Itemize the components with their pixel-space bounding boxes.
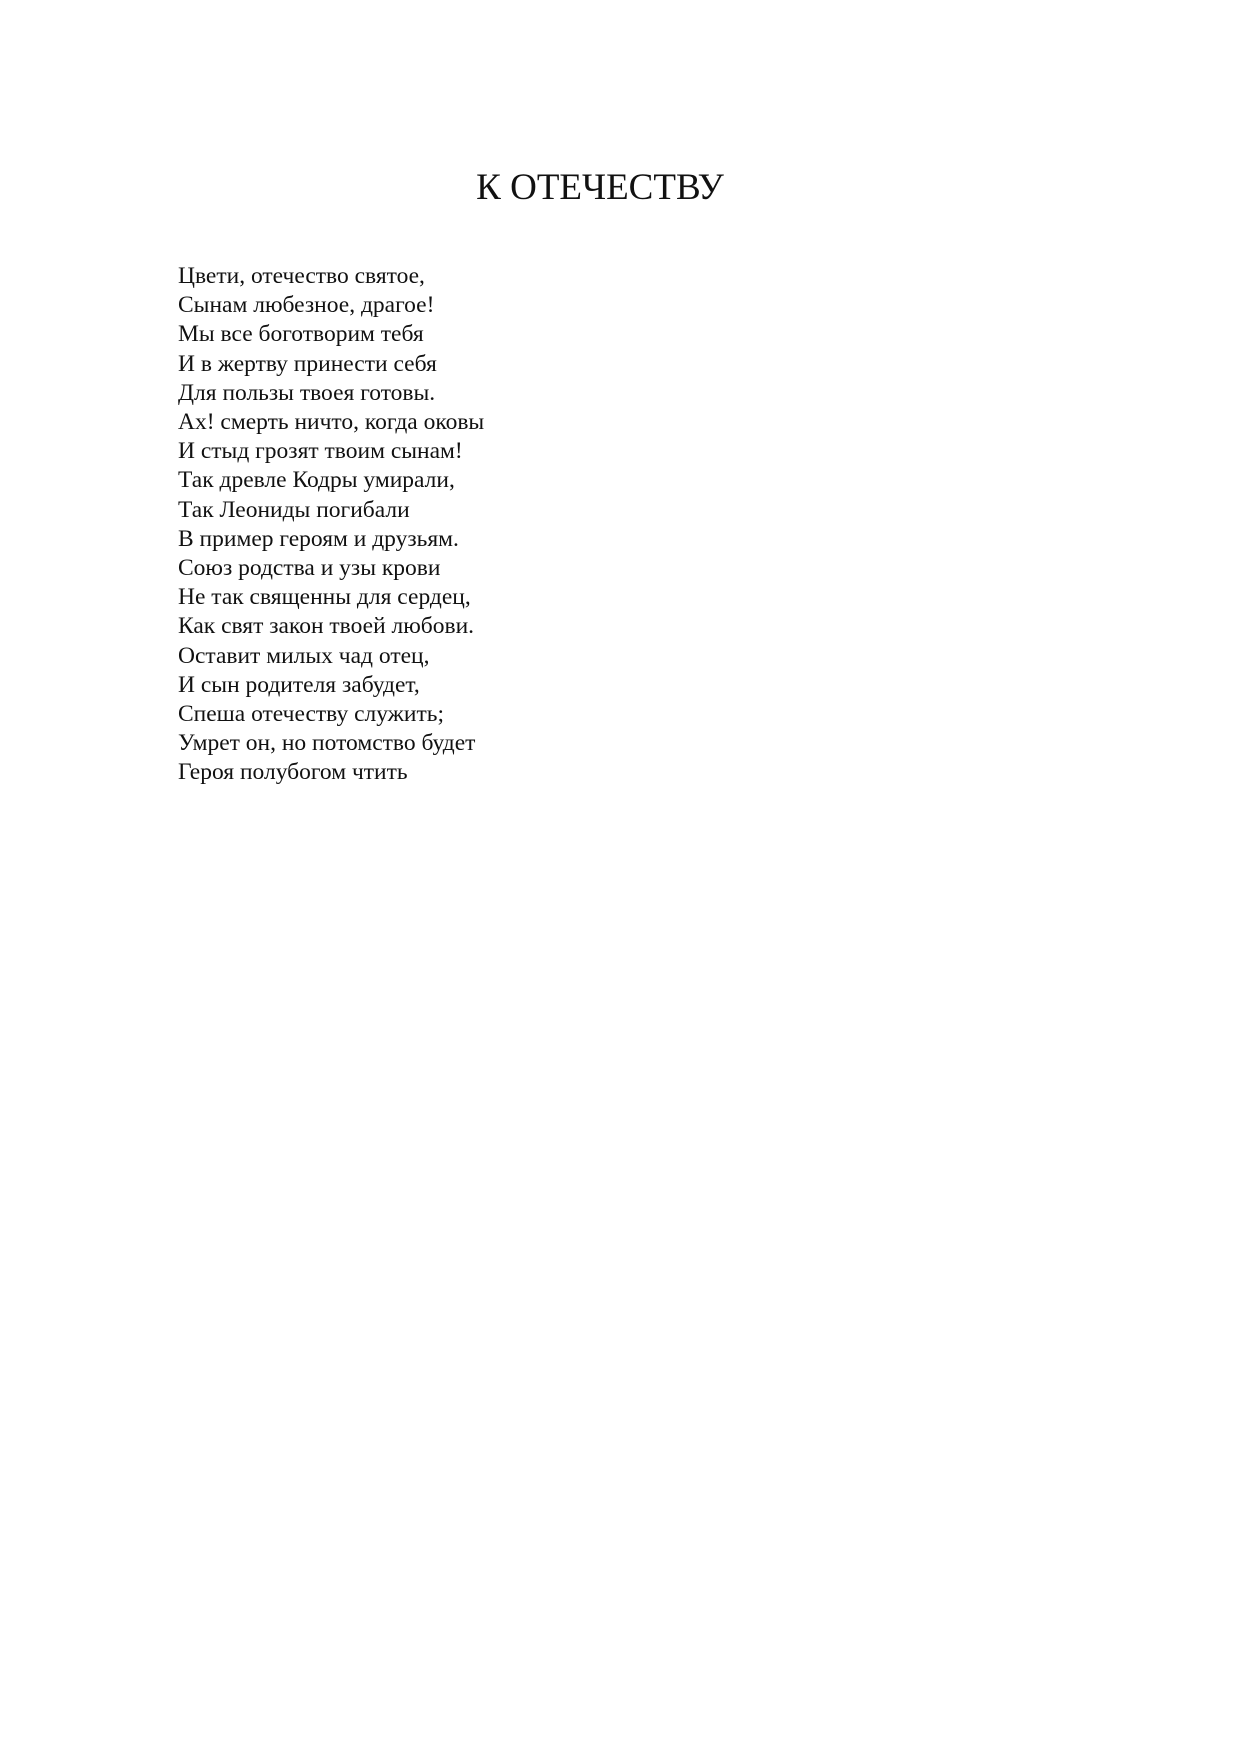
- poem-line: Мы все боготворим тебя: [178, 321, 424, 348]
- poem-line: И стыд грозят твоим сынам!: [178, 438, 463, 465]
- poem-line: Так древле Кодры умирали,: [178, 467, 455, 494]
- poem-line: Не так священны для сердец,: [178, 584, 471, 611]
- poem-line: Умрет он, но потомство будет: [178, 730, 476, 757]
- poem-body: [178, 262, 484, 788]
- poem-line: Героя полубогом чтить: [178, 759, 408, 786]
- poem-line: Так Леониды погибали: [178, 496, 410, 523]
- poem-line: И в жертву принести себя: [178, 350, 437, 377]
- poem-line: Союз родства и узы крови: [178, 555, 441, 582]
- poem-line: В пример героям и друзьям.: [178, 525, 459, 552]
- poem-line: Как свят закон твоей любови.: [178, 613, 475, 640]
- poem-line: И сын родителя забудет,: [178, 671, 420, 698]
- poem-line: Спеша отечеству служить;: [178, 701, 445, 728]
- poem-line: Сынам любезное, драгое!: [178, 292, 435, 319]
- poem-line: Цвети, отечество святое,: [178, 263, 425, 289]
- poem-line: Для пользы твоея готовы.: [178, 379, 436, 406]
- poem-line: Ах! смерть ничто, когда оковы: [178, 409, 485, 436]
- poem-line: Оставит милых чад отец,: [178, 642, 430, 669]
- poem-title: К ОТЕЧЕСТВУ: [476, 167, 724, 208]
